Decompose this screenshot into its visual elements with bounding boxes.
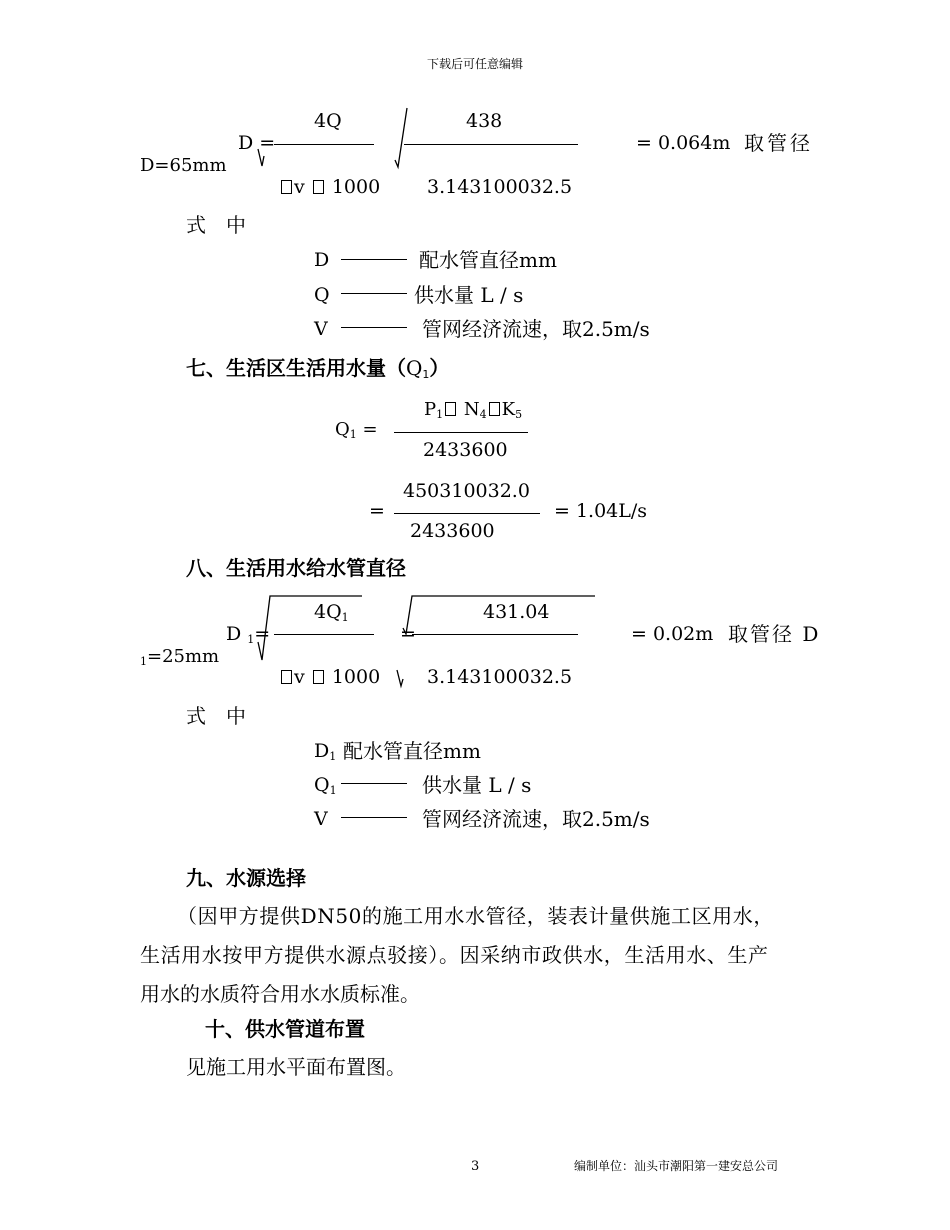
formula-choose-text: 取管径 bbox=[744, 131, 813, 155]
formula-choose-text: 取管径 D bbox=[728, 622, 821, 646]
formula-result: = 0.02m bbox=[631, 623, 714, 645]
legend-description: 供水量 L / s bbox=[414, 283, 524, 307]
legend-symbol: $Q_1$ bbox=[314, 774, 337, 797]
formula-result: = 0.064m bbox=[636, 132, 731, 154]
section-heading-9: 九、水源选择 bbox=[186, 866, 306, 890]
legend-symbol: Q bbox=[314, 284, 330, 306]
formula-denominator-2: 2433600 bbox=[410, 520, 495, 542]
section-heading-8: 八、生活用水给水管直径 bbox=[186, 556, 406, 580]
paragraph-line: （因甲方提供DN50的施工用水水管径，装表计量供施工区用水， bbox=[177, 904, 774, 928]
paragraph-line: 生活用水按甲方提供水源点驳接）。因采纳市政供水，生活用水、生产 bbox=[140, 943, 769, 967]
formula-wrap-result: $_1$=25mm bbox=[140, 646, 220, 668]
radical-sign bbox=[395, 108, 407, 167]
legend-title: 式 中 bbox=[186, 704, 246, 728]
section-heading-10: 十、供水管道布置 bbox=[205, 1017, 365, 1041]
formula-denominator-2: 3.143100032.5 bbox=[427, 176, 573, 198]
formula-lhs: D = bbox=[238, 132, 276, 154]
formula-denominator: 2433600 bbox=[423, 439, 508, 461]
formula-numerator-1: 4Q bbox=[314, 110, 342, 132]
legend-description: 管网经济流速，取2.5m/s bbox=[422, 317, 650, 341]
page-number: 3 bbox=[471, 1159, 480, 1174]
formula-wrap-result: D=65mm bbox=[140, 155, 227, 176]
legend-description: 配水管直径mm bbox=[419, 248, 557, 272]
formula-numerator-2: 450310032.0 bbox=[403, 480, 530, 502]
formula-numerator-2: 438 bbox=[466, 110, 503, 132]
formula-lhs: $Q_1$ = bbox=[335, 419, 378, 441]
section-heading-7: 七、生活区生活用水量$(Q_1)$ bbox=[186, 356, 450, 381]
paragraph-line: 用水的水质符合用水水质标准。 bbox=[140, 982, 420, 1006]
formula-result: = 1.04L/s bbox=[554, 500, 648, 522]
radical-sign bbox=[258, 596, 362, 660]
formula-eq: = bbox=[369, 500, 385, 522]
legend-symbol: $D_1$ bbox=[314, 740, 337, 763]
radical-sign bbox=[258, 149, 264, 166]
legend-symbol: V bbox=[314, 808, 328, 830]
legend-symbol: V bbox=[314, 318, 328, 340]
legend-description: 配水管直径mm bbox=[343, 739, 481, 763]
formula-numerator: $P_1$ $N_4$ $K_5$ bbox=[424, 399, 523, 421]
formula-lhs: D $_1$= bbox=[226, 623, 271, 646]
legend-title: 式 中 bbox=[186, 213, 246, 237]
legend-symbol: D bbox=[314, 249, 330, 271]
legend-description: 管网经济流速，取2.5m/s bbox=[422, 807, 650, 831]
paragraph-line: 见施工用水平面布置图。 bbox=[186, 1055, 406, 1079]
radical-sign bbox=[397, 670, 403, 686]
radical-sign bbox=[403, 596, 595, 634]
formula-eq-mid: = bbox=[400, 623, 416, 645]
formula-denominator-1: v 1000 bbox=[279, 668, 380, 687]
legend-description: 供水量 L / s bbox=[422, 773, 532, 797]
formula-numerator-2: 431.04 bbox=[483, 601, 550, 623]
formula-denominator-2: 3.143100032.5 bbox=[427, 666, 573, 688]
header-note: 下载后可任意编辑 bbox=[426, 57, 523, 71]
footer-organization: 编制单位：汕头市潮阳第一建安总公司 bbox=[574, 1159, 779, 1173]
formula-numerator-1: $4Q_1$ bbox=[314, 601, 349, 624]
formula-denominator-1: v 1000 bbox=[279, 178, 380, 197]
